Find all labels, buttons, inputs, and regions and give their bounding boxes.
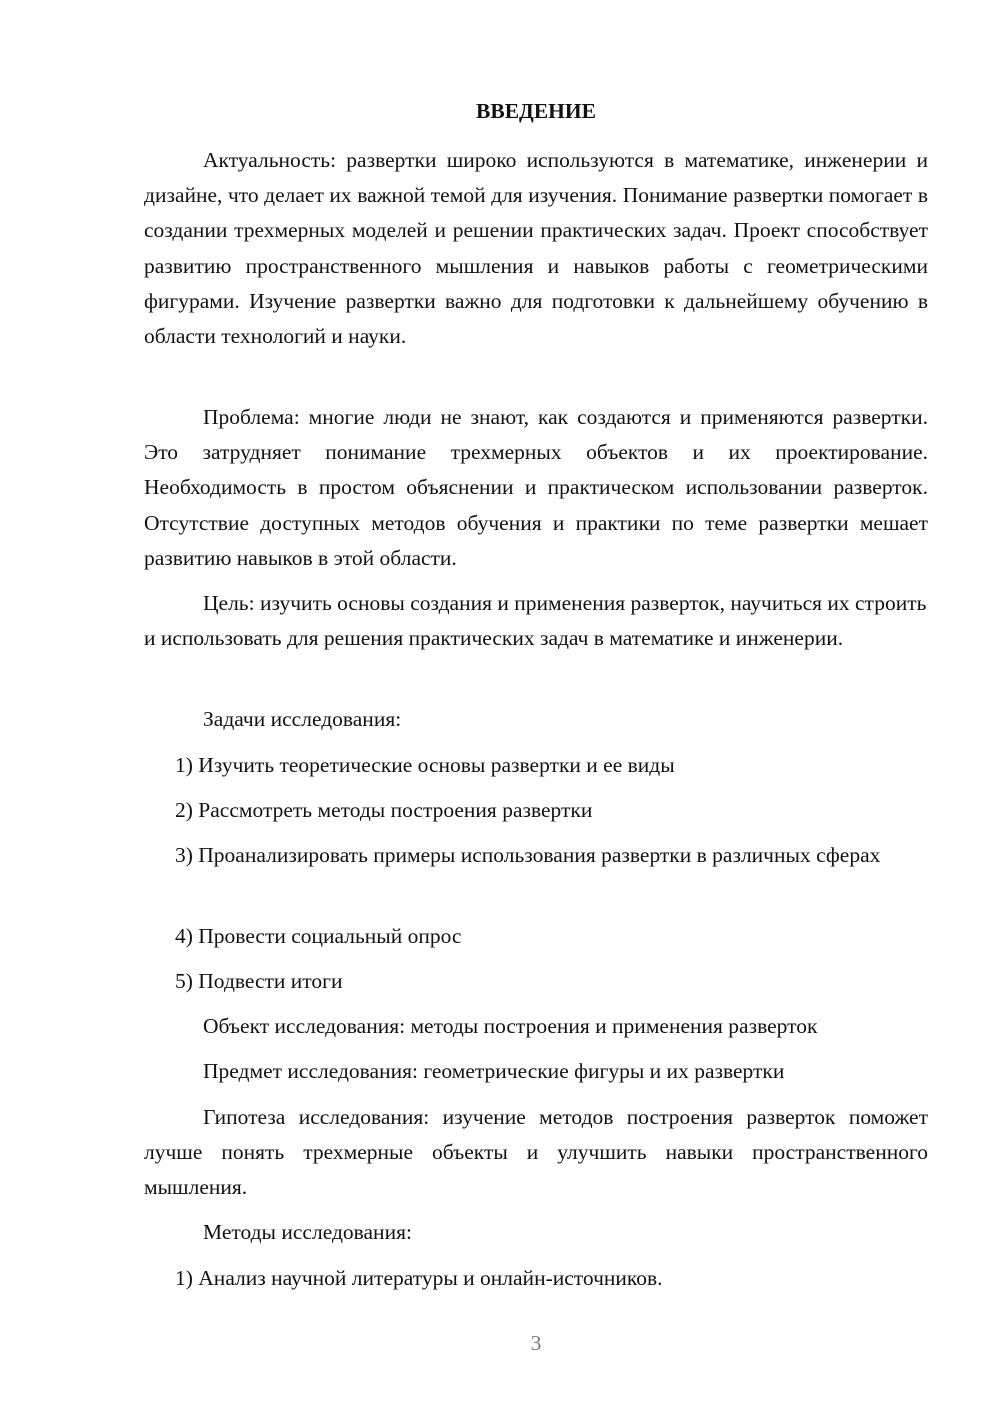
paragraph-goal: Цель: изучить основы создания и применения разверток, научиться их строить и использовать для решения практических задач в математике и инженерии.: [144, 591, 927, 651]
section-title: ВВЕДЕНИЕ: [476, 99, 596, 123]
method-item-1: 1) Анализ научной литературы и онлайн-источников.: [175, 1266, 663, 1290]
tasks-heading: Задачи исследования:: [203, 707, 402, 731]
methods-heading: Методы исследования:: [203, 1220, 412, 1244]
page-number: 3: [530, 1331, 542, 1355]
task-item-3: 3) Проанализировать примеры использования развертки в различных сферах: [175, 843, 881, 867]
task-item-5: 5) Подвести итоги: [175, 969, 343, 993]
task-item-4: 4) Провести социальный опрос: [175, 924, 462, 948]
task-item-2: 2) Рассмотреть методы построения развертки: [175, 798, 593, 822]
paragraph-subject: Предмет исследования: геометрические фигуры и их развертки: [203, 1059, 785, 1083]
paragraph-hypothesis: Гипотеза исследования: изучение методов построения разверток поможет лучше понять трехмерные объекты и улучшить навыки пространственного мышления.: [144, 1105, 928, 1200]
paragraph-object: Объект исследования: методы построения и применения разверток: [203, 1014, 818, 1038]
task-item-1: 1) Изучить теоретические основы развертки и ее виды: [175, 753, 675, 777]
paragraph-relevance: Актуальность: развертки широко используются в математике, инженерии и дизайне, что делает их важной темой для изучения. Понимание развертки помогает в создании трехмерных моделей и решении практических задач. Проект способствует развитию пространственного мышления и навыков работы с геометрическими фигурами. Изучение развертки важно для подготовки к дальнейшему обучению в области технологий и науки.: [144, 148, 928, 349]
paragraph-problem: Проблема: многие люди не знают, как создаются и применяются развертки. Это затрудняет понимание трехмерных объектов и их проектирование. Необходимость в простом объяснении и практическом использовании разверток. Отсутствие доступных методов обучения и практики по теме развертки мешает развитию навыков в этой области.: [144, 405, 928, 570]
